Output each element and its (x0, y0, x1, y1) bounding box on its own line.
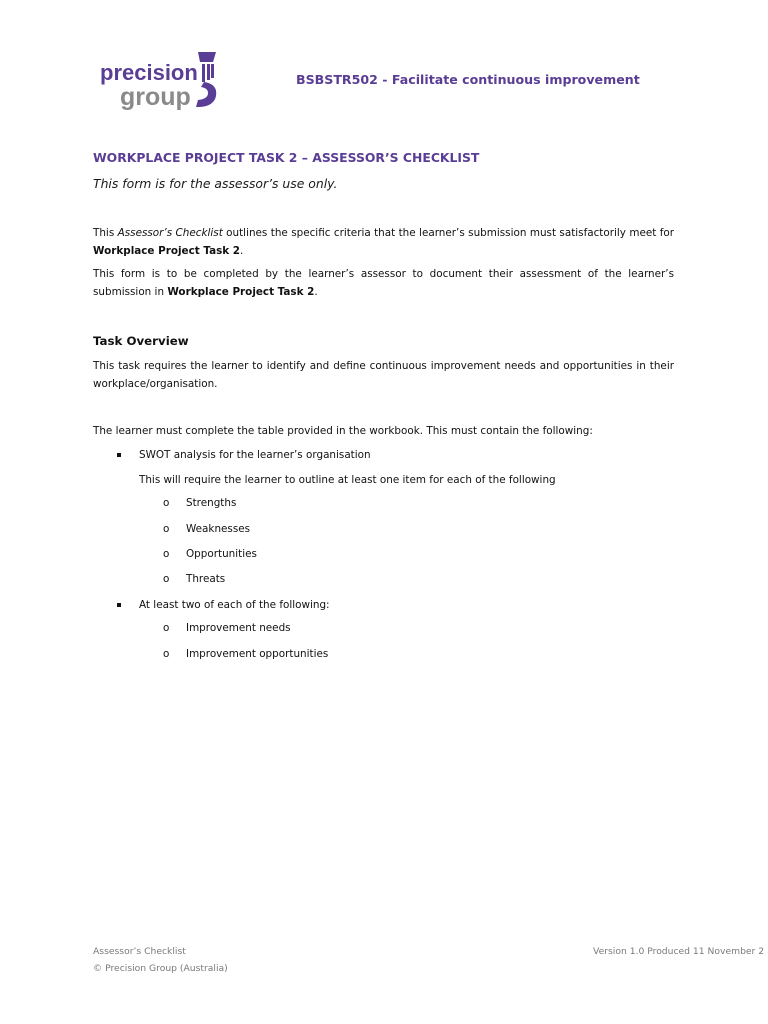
intro-paragraph-1: This Assessor’s Checklist outlines the specific criteria that the learner’s submission must satisfactorily meet for Workplace Project Task 2. (93, 227, 674, 257)
form-usage-note: This form is for the assessor’s use only. (93, 176, 338, 191)
circle-bullet-icon: o (163, 648, 170, 660)
list-item: Improvement opportunities (186, 648, 329, 660)
precision-group-logo (100, 50, 220, 112)
task-overview-text: This task requires the learner to identify and define continuous improvement needs and opportunities in their workplace/organisation. (93, 360, 674, 390)
circle-bullet-icon: o (163, 573, 170, 585)
list-item: Threats (186, 573, 226, 585)
intro-paragraph-2: This form is to be completed by the learner’s assessor to document their assessment of the learner’s submission in Workplace Project Task 2. (93, 268, 674, 298)
circle-bullet-icon: o (163, 497, 170, 509)
circle-bullet-icon: o (163, 622, 170, 634)
requirement-intro: The learner must complete the table provided in the workbook. This must contain the following: (93, 425, 593, 437)
logo-word-group: group (120, 83, 191, 111)
footer-copyright: © Precision Group (Australia) (93, 963, 228, 974)
logo-word-precision: precision (100, 60, 198, 85)
footer-version: Version 1.0 Produced 11 November 2 (593, 946, 765, 957)
unit-title: BSBSTR502 - Facilitate continuous improvement (296, 72, 640, 87)
list-item: Strengths (186, 497, 237, 509)
bullet-swot: SWOT analysis for the learner’s organisation (139, 449, 371, 461)
list-item: Opportunities (186, 548, 257, 560)
footer-doc-name: Assessor’s Checklist (93, 946, 186, 957)
square-bullet-icon (117, 453, 121, 457)
task-overview-heading: Task Overview (93, 334, 189, 348)
circle-bullet-icon: o (163, 523, 170, 535)
bullet-improvement: At least two of each of the following: (139, 599, 330, 611)
logo-mark-icon (196, 52, 216, 107)
circle-bullet-icon: o (163, 548, 170, 560)
bullet-swot-note: This will require the learner to outline at least one item for each of the following (139, 474, 556, 486)
task-title: WORKPLACE PROJECT TASK 2 – ASSESSOR’S CHECKLIST (93, 150, 480, 165)
square-bullet-icon (117, 603, 121, 607)
list-item: Weaknesses (186, 523, 251, 535)
list-item: Improvement needs (186, 622, 291, 634)
